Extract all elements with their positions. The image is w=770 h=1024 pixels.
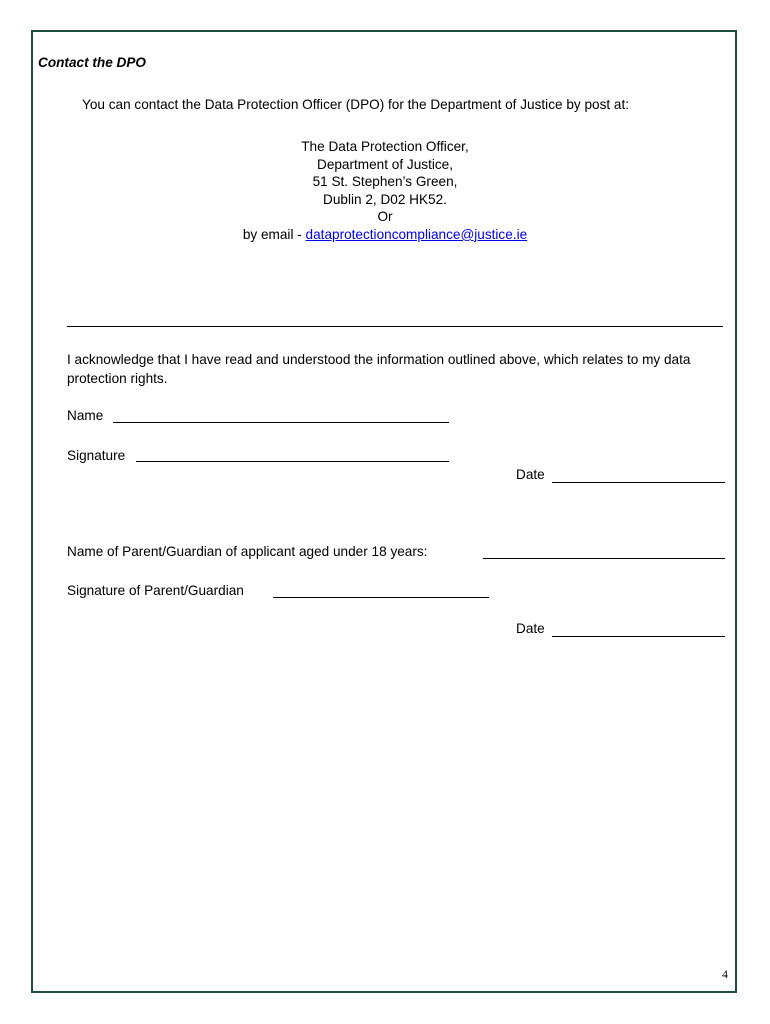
address-line-1: The Data Protection Officer, bbox=[301, 139, 469, 154]
address-line-3: 51 St. Stephen’s Green, bbox=[312, 174, 458, 190]
date-label-1: Date bbox=[516, 467, 545, 482]
name-label: Name bbox=[67, 408, 104, 423]
name-field[interactable] bbox=[113, 422, 449, 423]
intro-text: You can contact the Data Protection Officer (DPO) for the Department of Justice by post at: bbox=[82, 97, 630, 112]
signature-field[interactable] bbox=[136, 461, 449, 462]
email-line bbox=[0, 226, 770, 244]
signature-label: Signature bbox=[67, 448, 126, 463]
guardian-name-field[interactable] bbox=[483, 558, 725, 559]
date-field-1[interactable] bbox=[552, 482, 725, 483]
address-or: Or bbox=[377, 209, 393, 225]
section-heading: Contact the DPO bbox=[38, 55, 146, 70]
date-field-2[interactable] bbox=[552, 636, 725, 637]
guardian-signature-field[interactable] bbox=[273, 597, 489, 598]
email-link[interactable]: dataprotectioncompliance@justice.ie bbox=[305, 226, 528, 242]
address-line-4: Dublin 2, D02 HK52. bbox=[323, 191, 447, 207]
date-label-2: Date bbox=[516, 621, 545, 636]
section-divider bbox=[67, 326, 723, 327]
postal-address bbox=[0, 138, 770, 244]
email-prefix: by email - bbox=[242, 226, 306, 242]
acknowledgement-text: I acknowledge that I have read and understood the information outlined above, which relates to my data protection rights. bbox=[67, 352, 691, 386]
guardian-name-label: Name of Parent/Guardian of applicant aged under 18 years: bbox=[67, 544, 428, 559]
page-number: 4 bbox=[722, 967, 728, 981]
address-line-2: Department of Justice, bbox=[317, 156, 453, 172]
guardian-signature-label: Signature of Parent/Guardian bbox=[67, 583, 244, 598]
